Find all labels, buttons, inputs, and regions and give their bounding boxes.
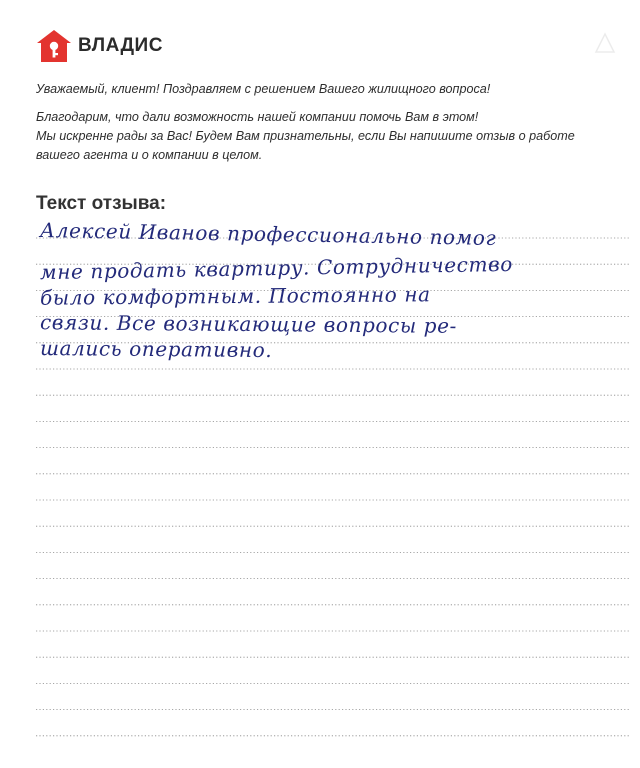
greeting-text: Уважаемый, клиент! Поздравляем с решением Вашего жилищного вопроса!: [36, 82, 491, 96]
thanks-line: Мы искренне рады за Вас! Будем Вам признательны, если Вы напишите отзыв о работе: [36, 129, 575, 143]
handwritten-line: было комфортным. Постоянно на: [39, 282, 431, 310]
thanks-line: Благодарим, что дали возможность нашей компании помочь Вам в этом!: [36, 110, 479, 124]
thanks-line: вашего агента и о компании в целом.: [36, 148, 263, 162]
ruled-lines: [36, 0, 632, 768]
handwritten-line: шались оперативно.: [39, 335, 273, 363]
handwritten-line: Алексей Иванов профессионально помог: [39, 218, 497, 250]
handwritten-line: связи. Все возникающие вопросы ре-: [39, 310, 458, 338]
handwritten-line: мне продать квартиру. Сотрудничество: [39, 251, 514, 285]
review-heading: Текст отзыва:: [36, 193, 167, 214]
brand-name: ВЛАДИС: [78, 35, 163, 56]
